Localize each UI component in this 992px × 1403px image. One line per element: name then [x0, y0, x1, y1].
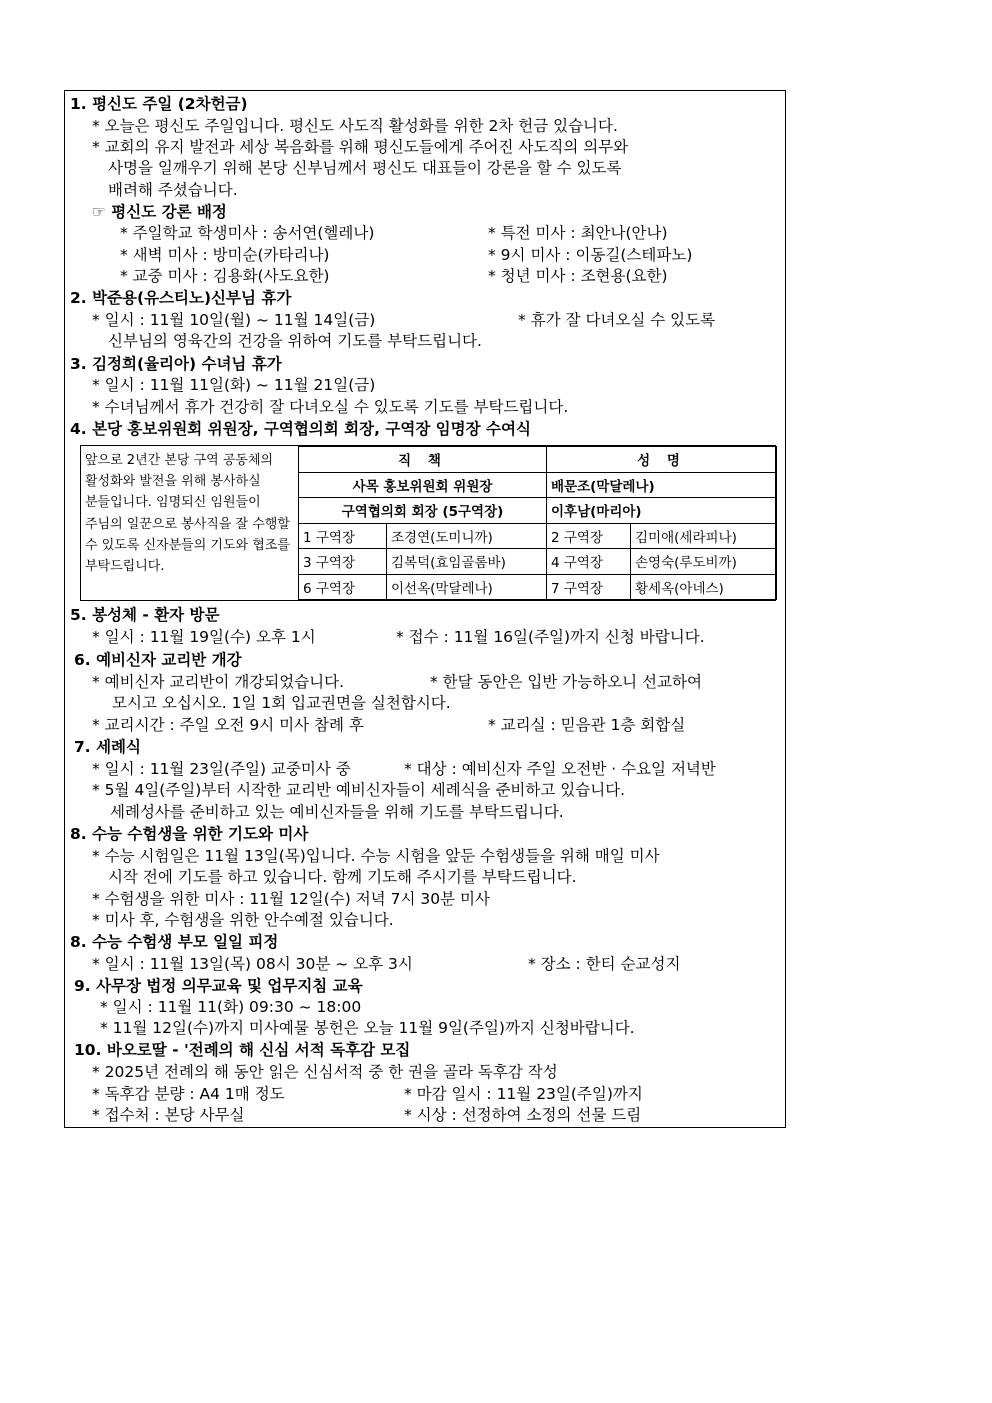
section-10-deadline: * 마감 일시 : 11월 23일(주일)까지: [404, 1085, 643, 1103]
section-8-title: 8. 수능 수험생을 위한 기도와 미사: [70, 825, 309, 843]
section-8-bullet-1-cont: 시작 전에 기도를 하고 있습니다. 함께 기도해 주시기를 부탁드립니다.: [108, 868, 577, 886]
section-7-date: * 일시 : 11월 23일(주일) 교중미사 중: [92, 760, 351, 778]
section-7-title: 7. 세례식: [74, 738, 141, 756]
zone-cell: 7 구역장: [547, 574, 631, 600]
section-1-homily-row-1-left: * 주일학교 학생미사 : 송서연(헬레나): [120, 224, 375, 242]
section-1-bullet-2-line-3: 배려해 주셨습니다.: [108, 181, 238, 199]
section-6-bullet-1-cont: 모시고 오십시오. 1일 1회 입교권면을 실천합시다.: [112, 694, 451, 712]
role-cell: 사목 홍보위원회 위원장: [299, 472, 547, 498]
section-10-title: 10. 바오로딸 - '전례의 해 신심 서적 독후감 모집: [74, 1041, 411, 1059]
section-8-bullet-1: * 수능 시험일은 11월 13일(목)입니다. 수능 시험을 앞둔 수험생들을 위해 매일 미사: [92, 847, 660, 865]
section-3-title: 3. 김정희(율리아) 수녀님 휴가: [70, 355, 282, 373]
appointment-note: 앞으로 2년간 본당 구역 공동체의 활성화와 발전을 위해 봉사하실 분들입니다. 임명되신 임원들이 주님의 일꾼으로 봉사직을 잘 수행할 수 있도록 신자분들의 기도와 협조를 부탁드립니다.: [85, 453, 290, 575]
table-row: [299, 447, 777, 473]
section-4-title: 4. 본당 홍보위원회 위원장, 구역협의회 회장, 구역장 임명장 수여식: [70, 420, 531, 438]
zone-cell: 4 구역장: [547, 549, 631, 575]
section-2-note-cont: 신부님의 영육간의 건강을 위하여 기도를 부탁드립니다.: [108, 332, 482, 350]
section-8-bullet-2: * 수험생을 위한 미사 : 11월 12일(수) 저녁 7시 30분 미사: [92, 890, 490, 908]
section-9-note: * 11월 12일(수)까지 미사예물 봉헌은 오늘 11월 9일(주일)까지 신청바랍니다.: [100, 1019, 635, 1037]
section-7-target: * 대상 : 예비신자 주일 오전반 · 수요일 저녁반: [404, 760, 716, 778]
section-8-bullet-3: * 미사 후, 수험생을 위한 안수예절 있습니다.: [92, 911, 394, 929]
appointment-table: [298, 446, 777, 600]
name-cell: 배문조(막달레나): [547, 472, 777, 498]
name-cell: 이선옥(막달레나): [387, 574, 547, 600]
section-8b-location: * 장소 : 한티 순교성지: [528, 955, 681, 973]
table-row: [299, 523, 777, 549]
section-9-title: 9. 사무장 법정 의무교육 및 업무지침 교육: [74, 977, 363, 995]
section-10-length: * 독후감 분량 : A4 1매 정도: [92, 1085, 285, 1103]
section-8b-title: 8. 수능 수험생 부모 일일 피정: [70, 933, 279, 951]
section-2-note: * 휴가 잘 다녀오실 수 있도록: [518, 311, 716, 329]
section-1-subheading: ☞ 평신도 강론 배정: [92, 203, 227, 221]
name-cell: 김미애(세라피나): [631, 523, 777, 549]
section-2-title: 2. 박준용(유스티노)신부님 휴가: [70, 289, 292, 307]
role-cell: 구역협의회 회장 (5구역장): [299, 498, 547, 524]
section-1-homily-row-3-left: * 교중 미사 : 김용화(사도요한): [120, 267, 330, 285]
section-5-registration: * 접수 : 11월 16일(주일)까지 신청 바랍니다.: [396, 628, 705, 646]
zone-cell: 3 구역장: [299, 549, 387, 575]
section-3-note: * 수녀님께서 휴가 건강히 잘 다녀오실 수 있도록 기도를 부탁드립니다.: [92, 398, 569, 416]
section-5-title: 5. 봉성체 - 환자 방문: [70, 606, 220, 624]
table-row: [299, 574, 777, 600]
table-row: [299, 549, 777, 575]
section-6-class-time: * 교리시간 : 주일 오전 9시 미사 참례 후: [92, 716, 364, 734]
section-7-bullet-2: * 5월 4일(주일)부터 시작한 교리반 예비신자들이 세례식을 준비하고 있습니다.: [92, 781, 626, 799]
zone-cell: 2 구역장: [547, 523, 631, 549]
section-1-homily-row-2-right: * 9시 미사 : 이동길(스테파노): [488, 246, 693, 264]
name-cell: 손영숙(루도비까): [631, 549, 777, 575]
name-cell: 황세옥(아네스): [631, 574, 777, 600]
section-10-office: * 접수처 : 본당 사무실: [92, 1106, 245, 1124]
name-cell: 김복덕(효임골롬바): [387, 549, 547, 575]
header-name: 성 명: [547, 447, 777, 473]
zone-cell: 6 구역장: [299, 574, 387, 600]
section-10-award: * 시상 : 선정하여 소정의 선물 드림: [404, 1106, 642, 1124]
section-9-date: * 일시 : 11월 11(화) 09:30 ~ 18:00: [100, 998, 362, 1016]
appointment-box: [80, 445, 776, 601]
section-6-title: 6. 예비신자 교리반 개강: [74, 651, 242, 669]
table-row: [299, 472, 777, 498]
section-8b-date: * 일시 : 11월 13일(목) 08시 30분 ~ 오후 3시: [92, 955, 413, 973]
section-1-homily-row-2-left: * 새벽 미사 : 방미순(카타리나): [120, 246, 330, 264]
table-row: [299, 498, 777, 524]
zone-cell: 1 구역장: [299, 523, 387, 549]
section-1-homily-row-1-right: * 특전 미사 : 최안나(안나): [488, 224, 668, 242]
section-1-title: 1. 평신도 주일 (2차헌금): [70, 95, 248, 113]
section-10-bullet-1: * 2025년 전례의 해 동안 읽은 신심서적 중 한 권을 골라 독후감 작성: [92, 1063, 558, 1081]
section-6-bullet-1: * 예비신자 교리반이 개강되었습니다.: [92, 673, 345, 691]
section-1-bullet-2-line-2: 사명을 일깨우기 위해 본당 신부님께서 평신도 대표들이 강론을 할 수 있도록: [108, 159, 622, 177]
section-6-bullet-1-right: * 한달 동안은 입반 가능하오니 선교하여: [430, 673, 702, 691]
section-1-bullet-1: * 오늘은 평신도 주일입니다. 평신도 사도직 활성화를 위한 2차 헌금 있습니다.: [92, 117, 618, 135]
header-role: 직 책: [299, 447, 547, 473]
name-cell: 이후남(마리아): [547, 498, 777, 524]
section-7-bullet-2-cont: 세례성사를 준비하고 있는 예비신자들을 위해 기도를 부탁드립니다.: [110, 803, 564, 821]
section-2-date: * 일시 : 11월 10일(월) ~ 11월 14일(금): [92, 311, 376, 329]
section-1-homily-row-3-right: * 청년 미사 : 조현용(요한): [488, 267, 668, 285]
section-6-class-room: * 교리실 : 믿음관 1층 회합실: [488, 716, 686, 734]
section-5-date: * 일시 : 11월 19일(수) 오후 1시: [92, 628, 316, 646]
section-1-bullet-2-line-1: * 교회의 유지 발전과 세상 복음화를 위해 평신도들에게 주어진 사도직의 의무와: [92, 138, 629, 156]
section-3-date: * 일시 : 11월 11일(화) ~ 11월 21일(금): [92, 376, 376, 394]
name-cell: 조경연(도미니까): [387, 523, 547, 549]
